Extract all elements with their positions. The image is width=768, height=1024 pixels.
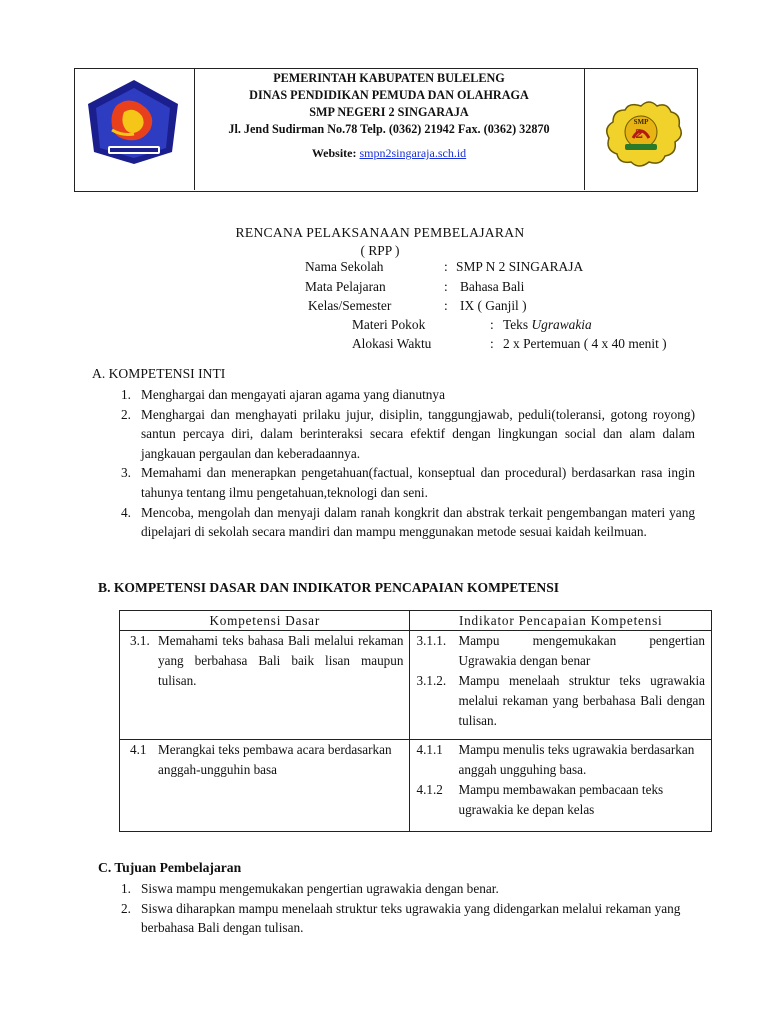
letterhead-website [196,146,582,161]
letterhead-line-government: PEMERINTAH KABUPATEN BULELENG [273,71,505,85]
identity-value-subject: Bahasa Bali [460,279,525,294]
list-number: 4. [121,504,131,520]
list-item [115,463,695,502]
indicator-number: 3.1.2. [416,673,447,688]
table-cell-kd [120,740,410,832]
identity-label-school: Nama Sekolah [305,259,384,274]
section-a-title: A. KOMPETENSI INTI [92,366,226,381]
indicator-text: Mampu menelaah struktur teks ugrawakia melalui rekaman yang berbahasa Bali dengan tulisan. [458,673,705,728]
competency-table [119,610,712,832]
table-header-indicator: Indikator Pencapaian Kompetensi [410,611,712,631]
table-row [120,631,712,740]
indicator-entry [410,631,711,671]
list-text: Menghargai dan menghayati prilaku jujur, disiplin, tanggungjawab, peduli(toleransi, gotong royong) santun percaya diri, dalam berinteraksi secara efektif dengan lingkungan social dan alam dalam jangkauan pergaulan dan keberadaannya. [141,406,695,461]
table-header-row [120,611,712,631]
letterhead-line-address: Jl. Jend Sudirman No.78 Telp. (0362) 21942 Fax. (0362) 32870 [228,122,550,136]
identity-value-time: 2 x Pertemuan ( 4 x 40 menit ) [503,336,667,351]
list-item [115,879,695,899]
list-number: 1. [121,881,131,896]
identity-label-time: Alokasi Waktu [352,336,432,351]
letterhead-right-cell [584,68,697,190]
letterhead-line-department: DINAS PENDIDIKAN PEMUDA DAN OLAHRAGA [249,88,529,102]
kd-entry [120,740,409,780]
smp-logo-text: SMP [633,118,649,126]
list-item [115,503,695,542]
kd-entry [120,631,409,691]
section-b-title: B. KOMPETENSI DASAR DAN INDIKATOR PENCAPAIAN KOMPETENSI [98,580,560,595]
list-number: 1. [121,387,131,402]
list-text: Menghargai dan mengayati ajaran agama yang dianutnya [141,387,445,402]
indicator-text: Mampu membawakan pembacaan teks ugrawakia ke depan kelas [458,782,664,817]
indicator-entry [410,780,711,820]
letterhead-line-school: SMP NEGERI 2 SINGARAJA [309,105,469,119]
list-number: 3. [121,465,131,481]
list-text: Mencoba, mengolah dan menyaji dalam ranah kongkrit dan abstrak terkait pengembangan materi yang dipelajari di sekolah secara mandiri dan mampu menggunakan metode sesuai kaidah keilmuan. [141,504,695,540]
identity-label-class: Kelas/Semester [308,298,392,313]
section-c-title: C. Tujuan Pembelajaran [98,860,242,875]
list-number: 2. [121,900,131,916]
list-text: Memahami dan menerapkan pengetahuan(factual, konseptual dan procedural) berdasarkan rasa ingin tahunya tentang ilmu pengetahuan,teknologi dan seni. [141,465,695,500]
document-title: RENCANA PELAKSANAAN PEMBELAJARAN [235,225,525,240]
section-c-list [115,879,695,938]
indicator-number: 4.1.1 [416,742,443,757]
indicator-entry [410,671,711,731]
list-text: Siswa mampu mengemukakan pengertian ugrawakia dengan benar. [141,881,499,896]
section-a-list [115,385,695,542]
list-item [115,405,695,464]
identity-label-material: Materi Pokok [352,317,426,332]
table-row [120,740,712,832]
svg-text:2: 2 [635,127,644,141]
identity-sep-subject: : [444,279,448,294]
identity-sep-school: : [444,259,448,274]
website-label: Website: [311,146,357,160]
table-cell-kd [120,631,410,740]
identity-label-subject: Mata Pelajaran [305,279,386,294]
material-value-prefix: Teks [503,317,532,332]
kd-number: 4.1 [130,742,147,757]
identity-sep-class: : [444,298,448,313]
identity-value-class: IX ( Ganjil ) [460,298,527,313]
identity-sep-time: : [490,336,494,351]
list-item [115,899,695,938]
smp-school-emblem-icon [585,68,697,190]
indicator-number: 4.1.2 [416,782,443,797]
kd-text: Merangkai teks pembawa acara berdasarkan anggah-ungguhin basa [158,742,392,777]
indicator-entry [410,740,711,780]
letterhead-left-cell [74,68,195,190]
identity-sep-material: : [490,317,494,332]
list-text: Siswa diharapkan mampu menelaah struktur teks ugrawakia yang didengarkan melalui rekaman yang berbahasa Bali dengan tulisan. [141,900,681,936]
indicator-text: Mampu menulis teks ugrawakia berdasarkan anggah ungguhing basa. [458,742,695,777]
indicator-text: Mampu mengemukakan pengertian Ugrawakia dengan benar [458,633,705,668]
kd-number: 3.1. [130,633,150,648]
material-value-italic: Ugrawakia [531,317,592,332]
list-item [115,385,695,405]
identity-value-material [503,317,592,333]
buleleng-regency-emblem-icon [74,68,194,190]
identity-value-school: SMP N 2 SINGARAJA [456,259,584,274]
table-cell-indicators [410,631,712,740]
indicator-number: 3.1.1. [416,633,447,648]
letterhead-text [196,70,582,138]
table-header-kd: Kompetensi Dasar [120,611,410,631]
website-link[interactable]: smpn2singaraja.sch.id [359,146,467,160]
list-number: 2. [121,406,131,422]
document-subtitle: ( RPP ) [360,243,400,258]
table-cell-indicators [410,740,712,832]
kd-text: Memahami teks bahasa Bali melalui rekaman yang berbahasa Bali baik lisan maupun tulisan. [158,633,404,688]
